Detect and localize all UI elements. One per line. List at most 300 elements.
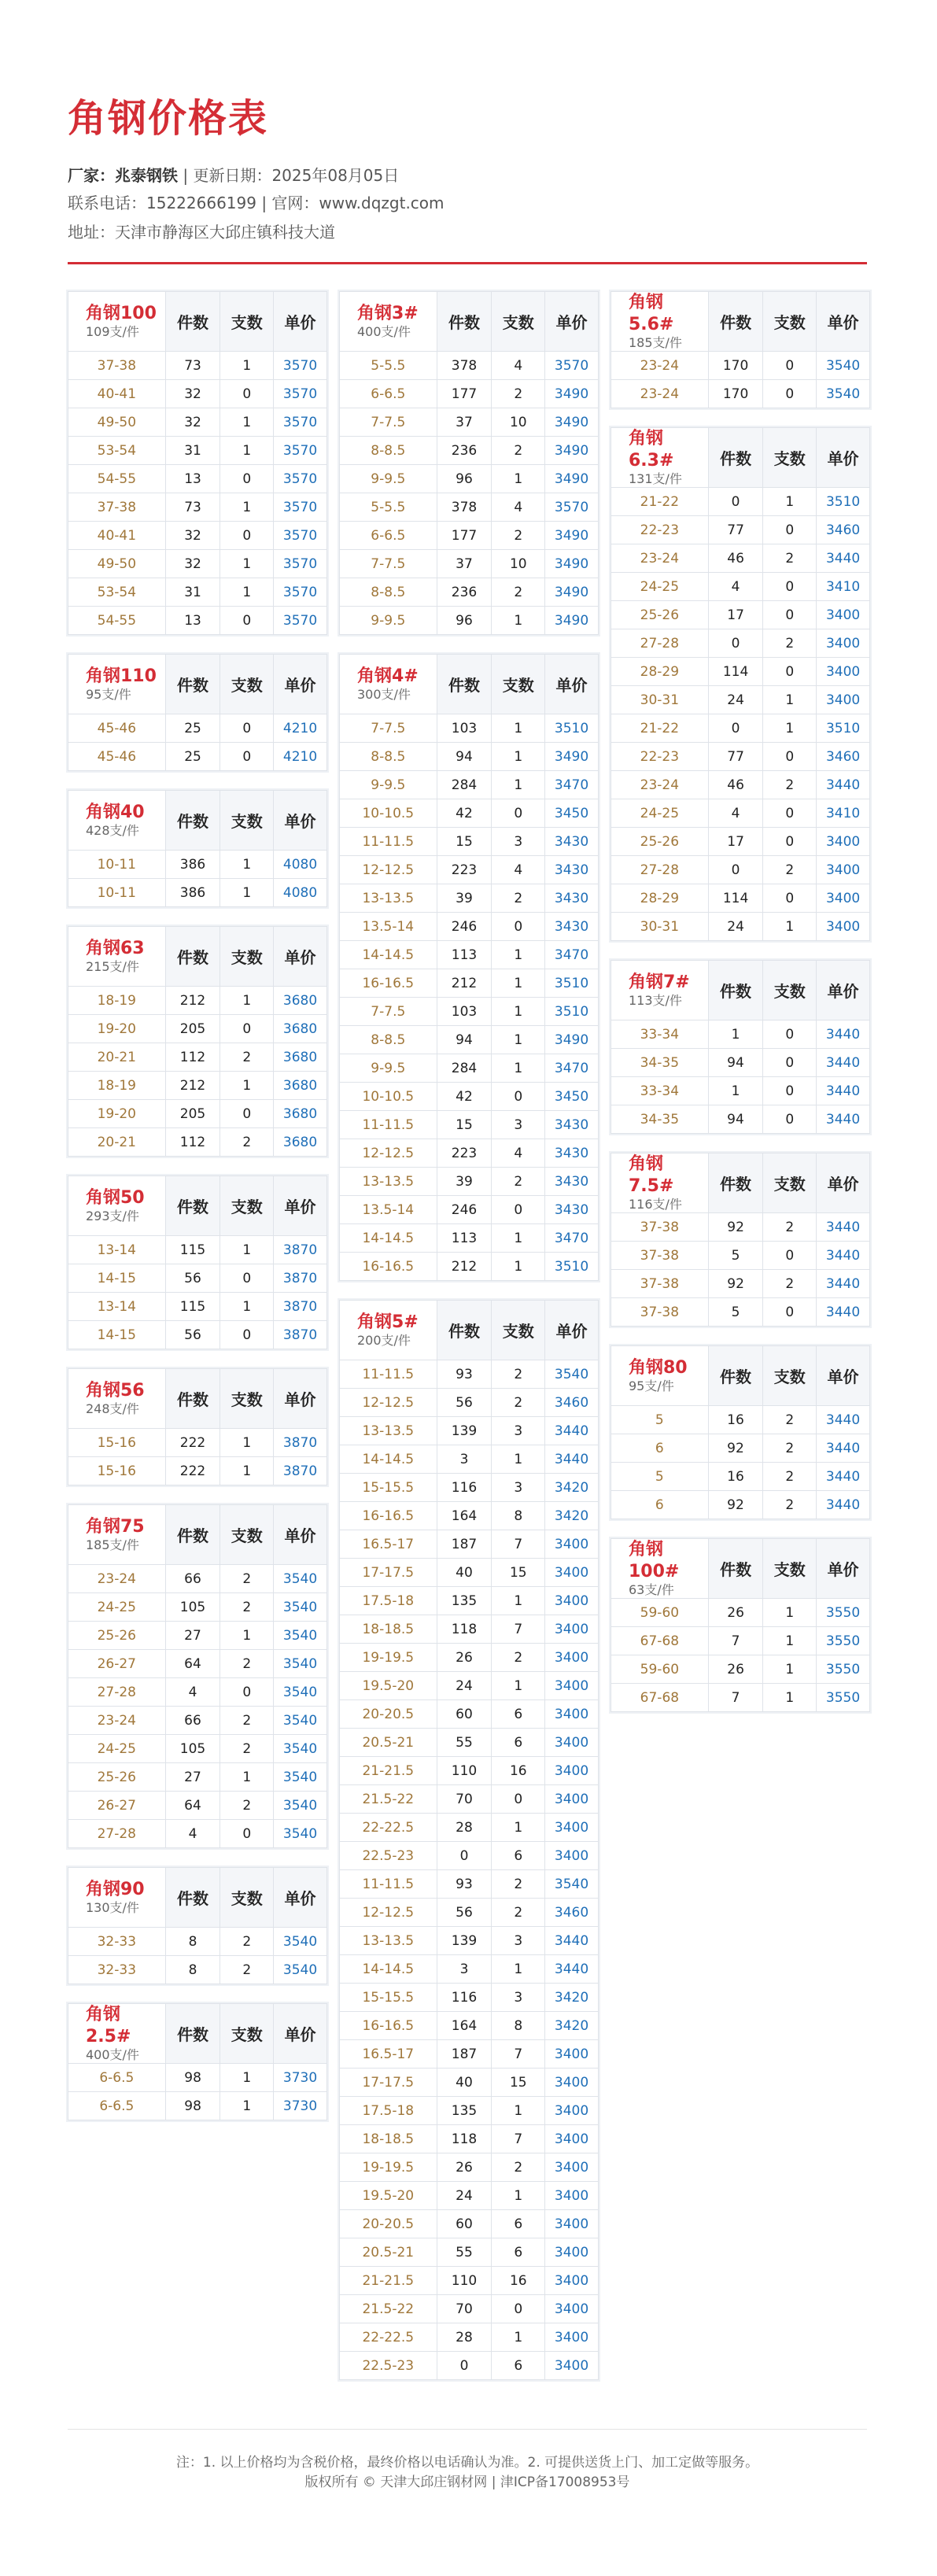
product-name-cell — [68, 927, 166, 987]
count-cell: 0 — [220, 1321, 274, 1349]
price-cell: 3490 — [545, 465, 599, 493]
spec-cell: 23-24 — [68, 1565, 166, 1593]
table-row — [68, 1593, 327, 1622]
column-header-price: 单价 — [274, 655, 327, 714]
column-header-qty: 件数 — [708, 428, 763, 488]
header-divider — [68, 262, 867, 264]
table-row — [68, 493, 327, 522]
count-cell: 0 — [763, 352, 817, 380]
count-cell: 4 — [492, 352, 545, 380]
spec-cell: 27-28 — [68, 1678, 166, 1707]
count-cell: 2 — [763, 544, 817, 573]
spec-cell: 25-26 — [611, 601, 709, 629]
spec-cell: 20-20.5 — [340, 2210, 437, 2238]
price-cell: 3490 — [545, 522, 599, 550]
table-row — [68, 408, 327, 437]
price-cell: 3510 — [545, 969, 599, 998]
table-row — [611, 743, 870, 771]
spec-cell: 26-27 — [68, 1792, 166, 1820]
table-row — [611, 1270, 870, 1298]
qty-cell: 386 — [165, 851, 220, 879]
spec-cell: 37-38 — [611, 1242, 709, 1270]
qty-cell: 39 — [437, 884, 492, 913]
table-row — [340, 578, 599, 607]
table-row — [340, 743, 599, 771]
spec-cell: 23-24 — [68, 1707, 166, 1735]
product-unit: 116支/件 — [629, 1197, 682, 1212]
count-cell: 1 — [220, 1763, 274, 1792]
table-row — [340, 969, 599, 998]
qty-cell: 0 — [437, 1842, 492, 1870]
column-header-price: 单价 — [817, 1153, 870, 1213]
column-header-count: 支数 — [492, 655, 545, 714]
price-cell: 3400 — [545, 2295, 599, 2323]
column-header-price: 单价 — [274, 1505, 327, 1565]
table-row — [340, 1530, 599, 1559]
table-row — [68, 1015, 327, 1043]
price-cell: 3440 — [817, 1491, 870, 1519]
spec-cell: 21-21.5 — [340, 1757, 437, 1785]
qty-cell: 31 — [165, 437, 220, 465]
product-unit: 113支/件 — [629, 993, 682, 1009]
count-cell: 1 — [492, 465, 545, 493]
price-cell: 3440 — [545, 1445, 599, 1474]
price-cell: 3400 — [545, 2352, 599, 2380]
qty-cell: 139 — [437, 1417, 492, 1445]
spec-cell: 22-23 — [611, 516, 709, 544]
product-name-cell — [68, 292, 166, 352]
spec-cell: 6-6.5 — [340, 380, 437, 408]
table-row — [340, 856, 599, 884]
qty-cell: 378 — [437, 493, 492, 522]
count-cell: 2 — [492, 437, 545, 465]
price-cell: 3400 — [545, 2153, 599, 2182]
table-row — [68, 1072, 327, 1100]
price-cell: 3540 — [274, 1792, 327, 1820]
price-cell: 3450 — [545, 799, 599, 828]
column-header-qty: 件数 — [165, 1176, 220, 1236]
price-cell: 3470 — [545, 941, 599, 969]
price-table — [611, 1153, 870, 1327]
table-row — [340, 1360, 599, 1389]
product-name-cell — [68, 1505, 166, 1565]
qty-cell: 4 — [708, 573, 763, 601]
qty-cell: 0 — [708, 856, 763, 884]
column-header-price: 单价 — [817, 292, 870, 352]
qty-cell: 246 — [437, 913, 492, 941]
spec-cell: 15-15.5 — [340, 1474, 437, 1502]
spec-cell: 11-11.5 — [340, 1360, 437, 1389]
table-row — [611, 1213, 870, 1242]
qty-cell: 7 — [708, 1627, 763, 1655]
qty-cell: 113 — [437, 1224, 492, 1253]
count-cell: 0 — [763, 799, 817, 828]
product-name-cell — [68, 1369, 166, 1429]
table-row — [340, 1083, 599, 1111]
qty-cell: 1 — [708, 1020, 763, 1049]
spec-cell: 59-60 — [611, 1655, 709, 1684]
price-cell: 3570 — [274, 493, 327, 522]
count-cell: 1 — [763, 714, 817, 743]
update-date: | 更新日期：2025年08月05日 — [178, 166, 400, 185]
spec-cell: 13-14 — [68, 1236, 166, 1264]
count-cell: 0 — [220, 1820, 274, 1848]
qty-cell: 110 — [437, 2267, 492, 2295]
qty-cell: 15 — [437, 828, 492, 856]
column-header-count: 支数 — [220, 791, 274, 851]
product-name-cell — [340, 1301, 437, 1360]
price-cell: 3540 — [274, 1650, 327, 1678]
count-cell: 15 — [492, 1559, 545, 1587]
table-row — [611, 1491, 870, 1519]
column-2 — [339, 291, 599, 2399]
count-cell: 1 — [220, 437, 274, 465]
column-header-count: 支数 — [220, 1505, 274, 1565]
table-row — [340, 465, 599, 493]
qty-cell: 112 — [165, 1128, 220, 1157]
spec-cell: 19-19.5 — [340, 1644, 437, 1672]
count-cell: 0 — [220, 1015, 274, 1043]
price-cell: 3410 — [817, 573, 870, 601]
manufacturer-line — [68, 163, 399, 186]
product-name-cell — [611, 428, 709, 488]
column-header-price: 单价 — [274, 791, 327, 851]
count-cell: 1 — [492, 1253, 545, 1281]
qty-cell: 93 — [437, 1870, 492, 1899]
price-cell: 3550 — [817, 1599, 870, 1627]
qty-cell: 0 — [708, 714, 763, 743]
table-row — [611, 544, 870, 573]
price-cell: 3400 — [545, 2267, 599, 2295]
qty-cell: 378 — [437, 352, 492, 380]
spec-cell: 22-23 — [611, 743, 709, 771]
table-row — [68, 607, 327, 635]
price-cell: 3540 — [274, 1622, 327, 1650]
price-cell: 3570 — [274, 437, 327, 465]
spec-cell: 54-55 — [68, 607, 166, 635]
price-cell: 3400 — [545, 1729, 599, 1757]
price-cell: 3400 — [817, 913, 870, 941]
count-cell: 1 — [220, 1622, 274, 1650]
spec-cell: 45-46 — [68, 743, 166, 771]
qty-cell: 0 — [437, 2352, 492, 2380]
spec-cell: 14-15 — [68, 1321, 166, 1349]
spec-cell: 32-33 — [68, 1956, 166, 1984]
spec-cell: 9-9.5 — [340, 771, 437, 799]
price-cell: 3400 — [545, 2040, 599, 2069]
spec-cell: 23-24 — [611, 380, 709, 408]
price-cell: 3400 — [545, 2210, 599, 2238]
qty-cell: 73 — [165, 352, 220, 380]
price-cell: 3490 — [545, 607, 599, 635]
spec-cell: 18-18.5 — [340, 1615, 437, 1644]
count-cell: 0 — [763, 1105, 817, 1134]
product-name: 角钢6.3# — [629, 429, 674, 471]
table-row — [611, 1298, 870, 1327]
product-name-cell — [68, 791, 166, 851]
spec-cell: 28-29 — [611, 658, 709, 686]
spec-cell: 9-9.5 — [340, 465, 437, 493]
product-unit: 130支/件 — [86, 1900, 139, 1916]
price-cell: 3680 — [274, 1043, 327, 1072]
qty-cell: 205 — [165, 1100, 220, 1128]
price-table — [68, 1504, 327, 1848]
count-cell: 2 — [220, 1956, 274, 1984]
table-row — [68, 1128, 327, 1157]
product-name: 角钢56 — [86, 1380, 145, 1401]
product-name-cell — [68, 2004, 166, 2064]
product-name-cell — [68, 1868, 166, 1928]
spec-cell: 18-18.5 — [340, 2125, 437, 2153]
table-row — [68, 851, 327, 879]
column-3 — [611, 291, 870, 1731]
price-cell: 3540 — [274, 1707, 327, 1735]
price-cell: 3870 — [274, 1321, 327, 1349]
price-table — [611, 1538, 870, 1712]
table-row — [340, 771, 599, 799]
qty-cell: 26 — [708, 1599, 763, 1627]
spec-cell: 7-7.5 — [340, 998, 437, 1026]
count-cell: 4 — [492, 856, 545, 884]
count-cell: 0 — [763, 1049, 817, 1077]
qty-cell: 4 — [708, 799, 763, 828]
spec-cell: 23-24 — [611, 544, 709, 573]
count-cell: 2 — [220, 1792, 274, 1820]
qty-cell: 3 — [437, 1955, 492, 1984]
price-cell: 3400 — [545, 1530, 599, 1559]
column-header-qty: 件数 — [437, 655, 492, 714]
price-table — [339, 1300, 599, 2380]
table-row — [68, 1043, 327, 1072]
spec-cell: 21.5-22 — [340, 2295, 437, 2323]
qty-cell: 46 — [708, 771, 763, 799]
count-cell: 0 — [763, 1020, 817, 1049]
price-cell: 3570 — [274, 465, 327, 493]
price-cell: 3440 — [817, 1213, 870, 1242]
price-cell: 3400 — [817, 629, 870, 658]
price-cell: 3870 — [274, 1264, 327, 1293]
qty-cell: 103 — [437, 998, 492, 1026]
qty-cell: 56 — [165, 1264, 220, 1293]
spec-cell: 5-5.5 — [340, 493, 437, 522]
count-cell: 1 — [492, 1224, 545, 1253]
qty-cell: 94 — [708, 1105, 763, 1134]
count-cell: 7 — [492, 2040, 545, 2069]
spec-cell: 19-19.5 — [340, 2153, 437, 2182]
table-row — [611, 516, 870, 544]
count-cell: 0 — [492, 913, 545, 941]
qty-cell: 70 — [437, 1785, 492, 1814]
table-row — [611, 601, 870, 629]
spec-cell: 67-68 — [611, 1627, 709, 1655]
spec-cell: 21-22 — [611, 714, 709, 743]
price-table — [68, 926, 327, 1157]
table-row — [68, 380, 327, 408]
table-row — [611, 1684, 870, 1712]
qty-cell: 205 — [165, 1015, 220, 1043]
qty-cell: 28 — [437, 1814, 492, 1842]
count-cell: 1 — [492, 607, 545, 635]
count-cell: 1 — [220, 408, 274, 437]
column-header-price: 单价 — [817, 1346, 870, 1406]
table-row — [611, 1599, 870, 1627]
count-cell: 1 — [220, 987, 274, 1015]
price-cell: 3510 — [545, 1253, 599, 1281]
price-table — [68, 291, 327, 635]
spec-cell: 13-13.5 — [340, 1927, 437, 1955]
table-row — [68, 2064, 327, 2092]
spec-cell: 22.5-23 — [340, 2352, 437, 2380]
qty-cell: 93 — [437, 1360, 492, 1389]
qty-cell: 110 — [437, 1757, 492, 1785]
column-header-qty: 件数 — [708, 1153, 763, 1213]
qty-cell: 16 — [708, 1406, 763, 1434]
column-header-qty: 件数 — [165, 1369, 220, 1429]
qty-cell: 77 — [708, 516, 763, 544]
spec-cell: 10-11 — [68, 879, 166, 907]
price-cell: 3460 — [545, 1389, 599, 1417]
spec-cell: 19-20 — [68, 1100, 166, 1128]
qty-cell: 118 — [437, 2125, 492, 2153]
count-cell: 1 — [220, 1293, 274, 1321]
count-cell: 2 — [220, 1043, 274, 1072]
table-row — [340, 941, 599, 969]
price-cell: 3570 — [274, 550, 327, 578]
count-cell: 6 — [492, 2352, 545, 2380]
qty-cell: 56 — [437, 1899, 492, 1927]
column-header-price: 单价 — [274, 2004, 327, 2064]
price-cell: 3400 — [545, 2125, 599, 2153]
table-row — [340, 1842, 599, 1870]
product-unit: 300支/件 — [357, 687, 411, 703]
price-cell: 3400 — [817, 828, 870, 856]
product-name: 角钢5# — [357, 1312, 419, 1332]
count-cell: 16 — [492, 2267, 545, 2295]
price-cell: 3430 — [545, 1139, 599, 1168]
qty-cell: 42 — [437, 1083, 492, 1111]
spec-cell: 10-10.5 — [340, 1083, 437, 1111]
count-cell: 2 — [492, 2153, 545, 2182]
table-row — [68, 1678, 327, 1707]
column-header-count: 支数 — [763, 1153, 817, 1213]
qty-cell: 116 — [437, 1474, 492, 1502]
price-cell: 3400 — [545, 1644, 599, 1672]
table-row — [340, 1870, 599, 1899]
spec-cell: 16.5-17 — [340, 2040, 437, 2069]
qty-cell: 94 — [708, 1049, 763, 1077]
price-cell: 3540 — [274, 1565, 327, 1593]
table-row — [68, 352, 327, 380]
qty-cell: 0 — [708, 488, 763, 516]
count-cell: 1 — [220, 493, 274, 522]
spec-cell: 20-21 — [68, 1128, 166, 1157]
table-row — [340, 352, 599, 380]
count-cell: 1 — [763, 686, 817, 714]
price-cell: 3540 — [817, 380, 870, 408]
count-cell: 0 — [763, 828, 817, 856]
qty-cell: 187 — [437, 1530, 492, 1559]
table-row — [611, 1463, 870, 1491]
count-cell: 0 — [763, 380, 817, 408]
spec-cell: 11-11.5 — [340, 1870, 437, 1899]
product-name: 角钢7# — [629, 972, 690, 992]
spec-cell: 28-29 — [611, 884, 709, 913]
table-row — [611, 1655, 870, 1684]
qty-cell: 46 — [708, 544, 763, 573]
table-row — [340, 1559, 599, 1587]
spec-cell: 12-12.5 — [340, 1139, 437, 1168]
table-row — [340, 522, 599, 550]
column-header-qty: 件数 — [165, 1868, 220, 1928]
qty-cell: 66 — [165, 1707, 220, 1735]
qty-cell: 64 — [165, 1792, 220, 1820]
spec-cell: 24-25 — [611, 799, 709, 828]
qty-cell: 77 — [708, 743, 763, 771]
table-row — [611, 1627, 870, 1655]
product-name-cell — [611, 1539, 709, 1599]
spec-cell: 59-60 — [611, 1599, 709, 1627]
spec-cell: 20.5-21 — [340, 2238, 437, 2267]
spec-cell: 27-28 — [611, 629, 709, 658]
qty-cell: 15 — [437, 1111, 492, 1139]
price-cell: 3430 — [545, 1196, 599, 1224]
price-cell: 3400 — [545, 1757, 599, 1785]
count-cell: 0 — [763, 884, 817, 913]
spec-cell: 9-9.5 — [340, 607, 437, 635]
qty-cell: 1 — [708, 1077, 763, 1105]
table-row — [340, 1899, 599, 1927]
table-row — [340, 2097, 599, 2125]
qty-cell: 115 — [165, 1293, 220, 1321]
qty-cell: 170 — [708, 380, 763, 408]
table-row — [68, 1622, 327, 1650]
price-cell: 3550 — [817, 1684, 870, 1712]
column-header-qty: 件数 — [165, 791, 220, 851]
count-cell: 1 — [492, 2182, 545, 2210]
count-cell: 1 — [220, 2092, 274, 2120]
table-row — [340, 913, 599, 941]
count-cell: 2 — [220, 1650, 274, 1678]
spec-cell: 12-12.5 — [340, 856, 437, 884]
footer-copyright[interactable]: 版权所有 © 天津大邱庄钢材网 | 津ICP备17008953号 — [304, 2475, 630, 2490]
spec-cell: 16-16.5 — [340, 1253, 437, 1281]
table-row — [611, 771, 870, 799]
price-cell: 3400 — [545, 2323, 599, 2352]
manufacturer-label: 厂家：兆泰钢铁 — [68, 166, 178, 185]
price-cell: 3430 — [545, 1168, 599, 1196]
price-cell: 3430 — [545, 828, 599, 856]
count-cell: 0 — [763, 1298, 817, 1327]
price-cell: 3460 — [817, 516, 870, 544]
qty-cell: 24 — [437, 1672, 492, 1700]
column-1 — [68, 291, 327, 2139]
count-cell: 1 — [220, 1072, 274, 1100]
spec-cell: 8-8.5 — [340, 437, 437, 465]
price-cell: 3540 — [817, 352, 870, 380]
price-cell: 3470 — [545, 1224, 599, 1253]
count-cell: 4 — [492, 1139, 545, 1168]
table-row — [68, 1763, 327, 1792]
table-row — [611, 488, 870, 516]
spec-cell: 23-24 — [611, 352, 709, 380]
qty-cell: 40 — [437, 1559, 492, 1587]
price-cell: 3440 — [817, 1105, 870, 1134]
contact-line[interactable]: 联系电话：15222666199 | 官网：www.dqzgt.com — [68, 194, 445, 212]
count-cell: 1 — [763, 913, 817, 941]
price-cell: 3440 — [817, 1463, 870, 1491]
table-row — [611, 658, 870, 686]
spec-cell: 6-6.5 — [340, 522, 437, 550]
